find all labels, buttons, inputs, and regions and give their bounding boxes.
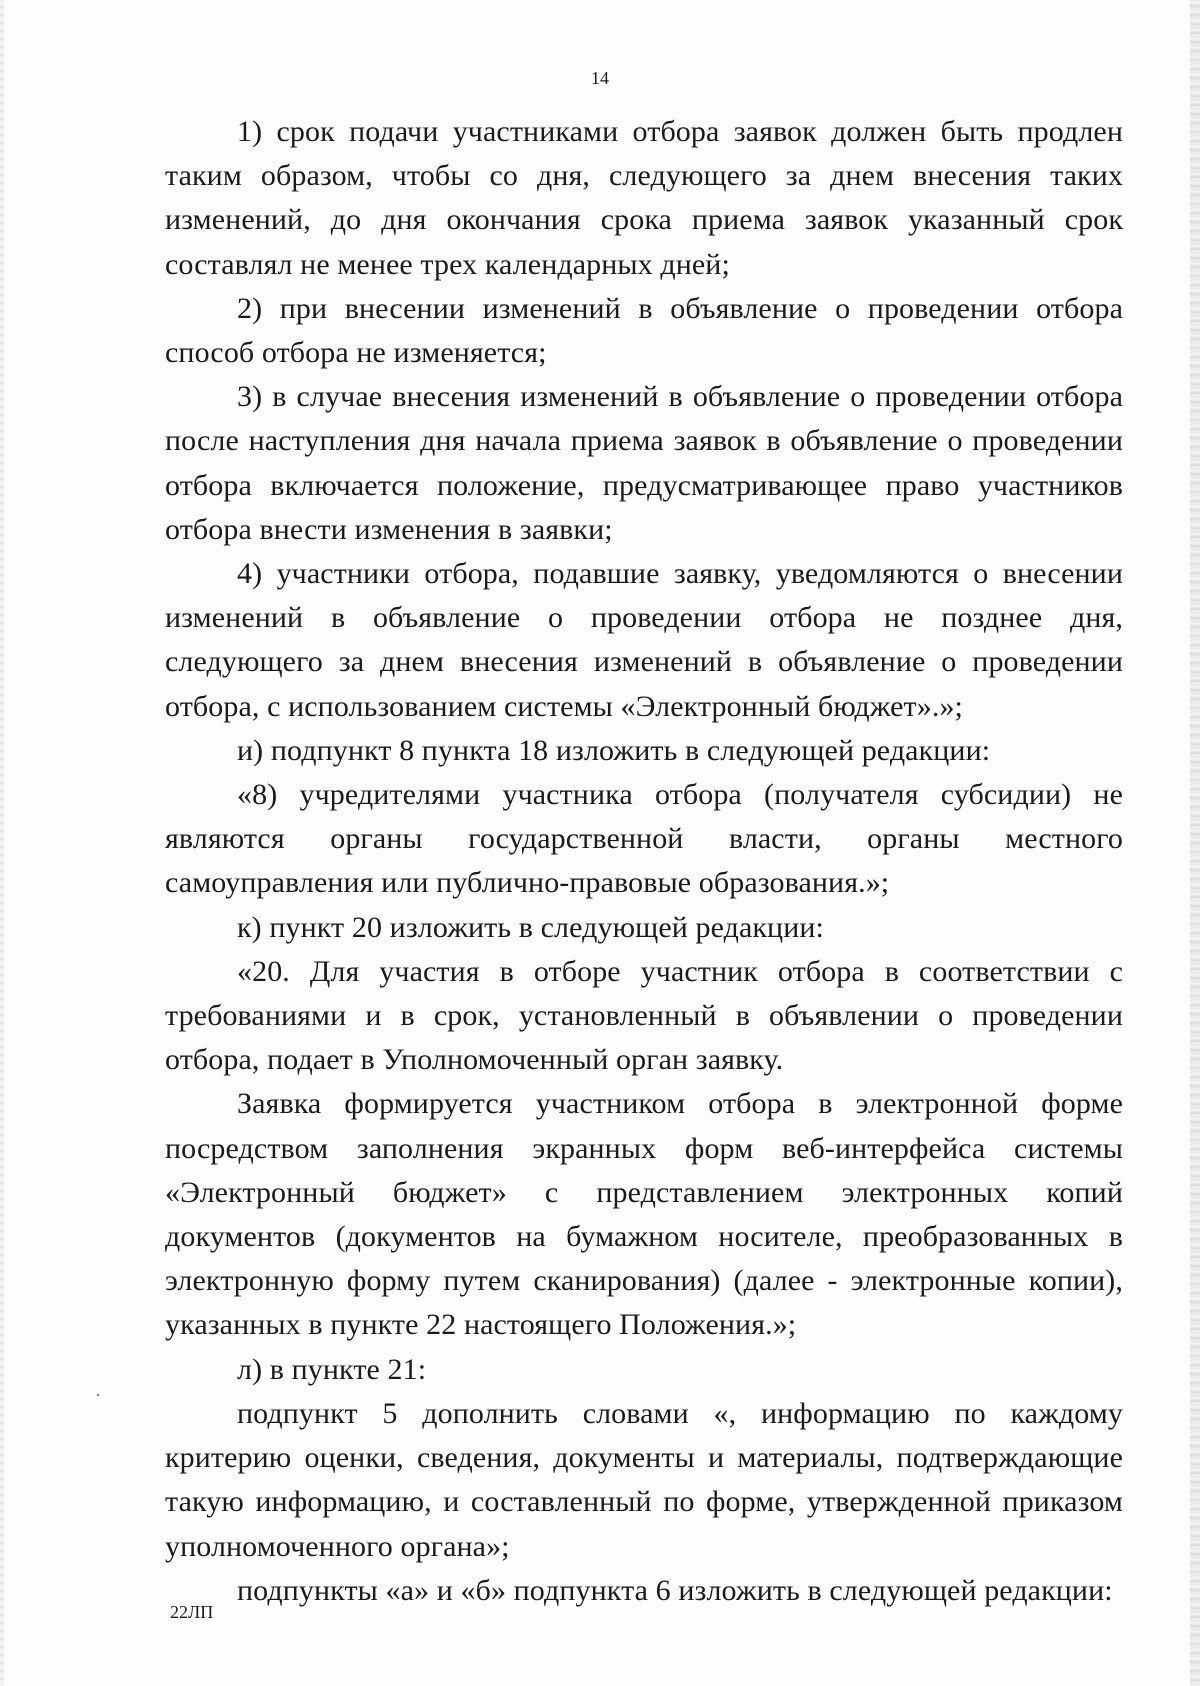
scan-speck [97,1394,99,1396]
paragraph-9: Заявка формируется участником отбора в электронной форме посредством заполнения экранных форм веб-интерфейса системы «Электронный бюджет» с представлением электронных копий документов (документов на бумажном носителе, преобразованных в электронную форму путем сканирования) (далее - электронные копии), указанных в пункте 22 настоящего Положения.»; [165,1087,1123,1342]
paragraph-1: 1) срок подачи участниками отбора заявок должен быть продлен таким образом, чтобы со дня, следующего за днем внесения таких изменений, до дня окончания срока приема заявок указанный срок составлял не менее трех календарных дней; [165,115,1123,281]
paragraph-4: 4) участники отбора, подавшие заявку, уведомляются о внесении изменений в объявление о проведении отбора не позднее дня, следующего за днем внесения изменений в объявление о проведении отбора, с использованием системы «Электронный бюджет».»; [165,557,1123,723]
document-body [165,110,1123,1613]
page-number: 14 [591,68,609,88]
paragraph-12: подпункты «а» и «б» подпункта 6 изложить в следующей редакции: [237,1573,1113,1607]
paragraph-5: и) подпункт 8 пункта 18 изложить в следующей редакции: [237,733,991,767]
paragraph-10: л) в пункте 21: [237,1352,427,1386]
footer-document-code: 22ЛП [170,1602,214,1622]
paragraph-3: 3) в случае внесения изменений в объявление о проведении отбора после наступления дня начала приема заявок в объявление о проведении отбора включается положение, предусматривающее право участников отбора внести изменения в заявки; [165,380,1123,546]
paragraph-8: «20. Для участия в отборе участник отбора в соответствии с требованиями и в срок, установленный в объявлении о проведении отбора, подает в Уполномоченный орган заявку. [165,954,1123,1077]
paragraph-7: к) пункт 20 изложить в следующей редакции: [237,910,824,944]
paragraph-6: «8) учредителями участника отбора (получателя субсидии) не являются органы государственной власти, органы местного самоуправления или публично-правовые образования.»; [165,778,1123,900]
scan-edge-left [0,0,4,1686]
scan-edge-right [1190,0,1200,1686]
paragraph-2: 2) при внесении изменений в объявление о проведении отбора способ отбора не изменяется; [165,291,1123,370]
paragraph-11: подпункт 5 дополнить словами «, информацию по каждому критерию оценки, сведения, документы и материалы, подтверждающие такую информацию, и составленный по форме, утвержденной приказом уполномоченного органа»; [165,1396,1123,1563]
